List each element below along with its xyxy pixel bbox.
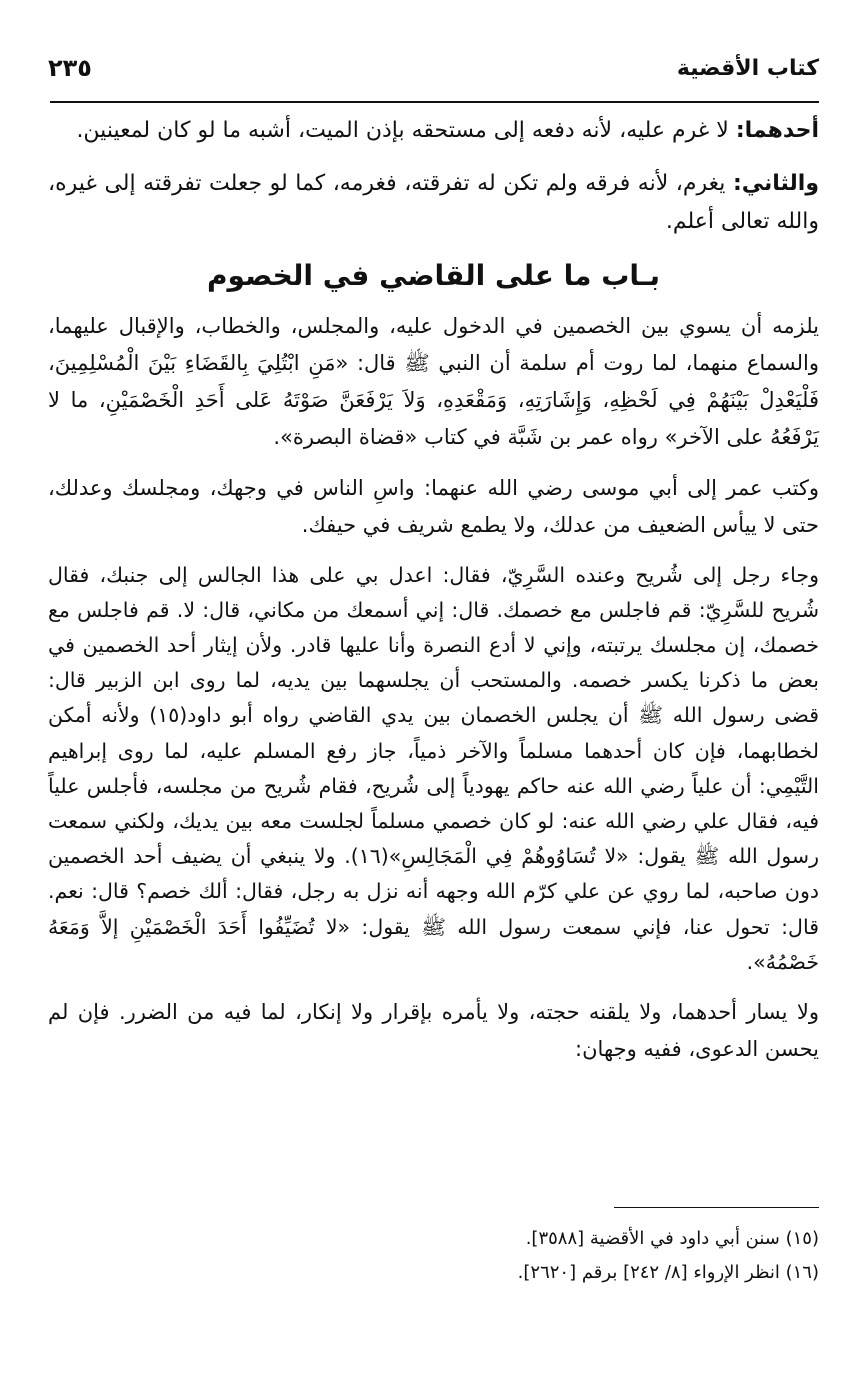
paragraph-shurayh-story: وجاء رجل إلى شُريح وعنده السَّرِيّ، فقال: اعدل بي على هذا الجالس إلى جنبك، فقال شُريح للسَّرِيّ: قم فاجلس مع خصمك. قال: إني أسمعك من مكاني، قال: لا. قم فاجلس مع خصمك، إن مجلسك يرتبته، وإني لا أدع النصرة وأنا عليها قادر. ولأن إيثار أحد الخصمين في بعض ما ذكرنا يكسر خصمه. والمستحب أن يجلسهما بين يديه، لما روى ابن الزبير قال: قضى رسول الله ﷺ أن يجلس الخصمان بين يدي القاضي رواه أبو داود(١٥) ولأنه أمكن لخطابهما، فإن كان أحدهما مسلماً والآخر ذمياً، جاز رفع المسلم عليه، لما روى إبراهيم التَّيْمِي: أن علياً رضي الله عنه حاكم يهودياً إلى شُريح، فقام شُريح من مجلسه، فأجلس علياً فيه، فقال علي رضي الله عنه: لو كان خصمي مسلماً لجلست معه بين يديك، ولكني سمعت رسول الله ﷺ يقول: «لا تُسَاوُوهُمْ فِي الْمَجَالِسِ»(١٦). ولا ينبغي أن يضيف أحد الخصمين دون صاحبه، لما روي عن علي كرّم الله وجهه أنه نزل به رجل، فقال: ألك خصم؟ قال: نعم. قال: تحول عنا، فإني سمعت رسول الله ﷺ يقول: «لا تُضَيِّفُوا أَحَدَ الْخَصْمَيْنِ إلاَّ وَمَعَهُ خَصْمُهُ». <box>48 562 819 974</box>
paragraph-first-opinion <box>48 112 819 151</box>
footnote-divider <box>614 1207 819 1208</box>
paragraph-no-whispering: ولا يسار أحدهما، ولا يلقنه حجته، ولا يأمره بإقرار ولا إنكار، لما فيه من الضرر. فإن لم يحسن الدعوى، ففيه وجهان: <box>48 999 819 1061</box>
page-number: ٢٣٥ <box>48 54 92 82</box>
second-opinion-text: يغرم، لأنه فرقه ولم تكن له تفرقته، فغرمه، كما لو جعلت تفرقته إلى غيره، والله تعالى أعلم. <box>48 170 819 234</box>
section-heading: بـاب ما على القاضي في الخصوم <box>207 258 660 292</box>
footnote-15: (١٥) سنن أبي داود في الأقضية [٣٥٨٨]. <box>525 1228 819 1249</box>
page-header <box>48 50 819 94</box>
paragraph-equality-between-litigants: يلزمه أن يسوي بين الخصمين في الدخول عليه، والمجلس، والخطاب، والإقبال عليهما، والسماع منهما، لما روت أم سلمة أن النبي ﷺ قال: «مَنِ ابْتُلِيَ بِالقَضَاءِ بَيْنَ الْمُسْلِمِينَ، فَلْيَعْدِلْ بَيْنَهُمْ فِي لَحْظِهِ، وَإِشَارَتِهِ، وَمَقْعَدِهِ، وَلاَ يَرْفَعَنَّ صَوْتَهُ عَلى أَحَدِ الْخَصْمَيْنِ، ما لا يَرْفَعُهُ على الآخر» رواه عمر بن شَبَّة في كتاب «قضاة البصرة». <box>48 313 819 449</box>
header-divider <box>50 101 819 103</box>
running-title: كتاب الأقضية <box>676 56 819 81</box>
second-opinion-label: والثاني: <box>732 170 819 196</box>
first-opinion-label: أحدهما: <box>735 118 819 143</box>
footnotes <box>48 1222 819 1290</box>
page-body <box>48 112 819 1082</box>
footnote-16: (١٦) انظر الإرواء [٨/ ٢٤٢] برقم [٢٦٢٠]. <box>517 1262 819 1283</box>
first-opinion-text: لا غرم عليه، لأنه دفعه إلى مستحقه بإذن الميت، أشبه ما لو كان لمعينين. <box>76 118 736 143</box>
paragraph-second-opinion <box>48 165 819 242</box>
paragraph-umar-letter: وكتب عمر إلى أبي موسى رضي الله عنهما: واسِ الناس في وجهك، ومجلسك وعدلك، حتى لا ييأس الضعيف من عدلك، ولا يطمع شريف في حيفك. <box>48 475 819 537</box>
